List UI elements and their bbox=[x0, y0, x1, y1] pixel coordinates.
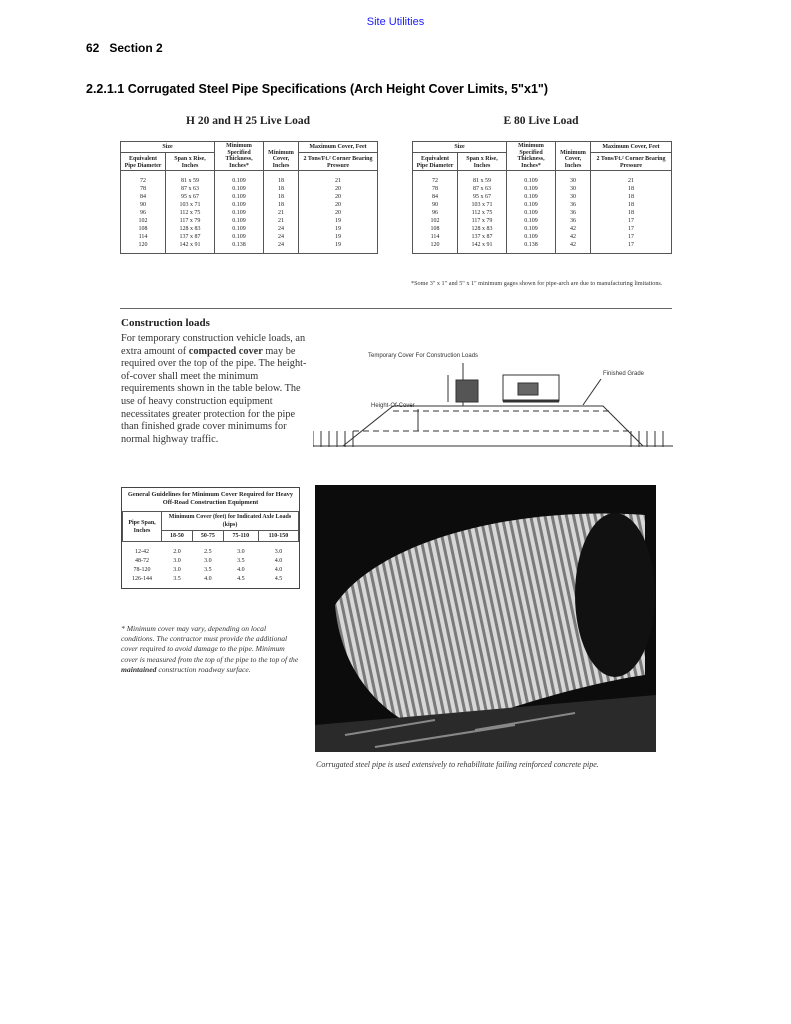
table-cell: 0.109 bbox=[215, 185, 264, 193]
table-cell: 18 bbox=[264, 171, 299, 186]
h20-group-cover: Maximum Cover, Feet bbox=[299, 142, 378, 153]
table-cell: 0.109 bbox=[507, 171, 556, 186]
e80-group-size: Size bbox=[413, 142, 507, 153]
pipe-end-left bbox=[313, 431, 353, 447]
table-cell: 87 x 63 bbox=[458, 185, 507, 193]
table-row bbox=[123, 542, 299, 558]
table-cell: 0.109 bbox=[507, 201, 556, 209]
table-cell: 78 bbox=[413, 185, 458, 193]
table-cell: 78 bbox=[121, 185, 166, 193]
table-cell: 24 bbox=[264, 225, 299, 233]
table-cell: 18 bbox=[591, 185, 672, 193]
table-cell: 4.0 bbox=[237, 567, 245, 573]
page-header bbox=[86, 41, 163, 55]
table-cell: 3.0 bbox=[274, 549, 283, 555]
table-cell: 2.0 bbox=[173, 549, 181, 555]
table-cell: 117 x 79 bbox=[166, 217, 215, 225]
table-cell: 21 bbox=[264, 209, 299, 217]
table-cell: 78-120 bbox=[133, 567, 151, 573]
table-cell: 120 bbox=[121, 241, 166, 254]
e80-table-title: E 80 Live Load bbox=[503, 115, 579, 127]
table-cell: 90 bbox=[121, 201, 166, 209]
table-cell: 128 x 83 bbox=[166, 225, 215, 233]
table-cell: 4.5 bbox=[274, 576, 283, 582]
e80-group-cover: Maximum Cover, Feet bbox=[591, 142, 672, 153]
h20-table-title: H 20 and H 25 Live Load bbox=[186, 115, 310, 127]
table-cell: 17 bbox=[591, 233, 672, 241]
table-row bbox=[121, 217, 378, 225]
table-cell: 3.0 bbox=[173, 567, 181, 573]
table-cell: 18 bbox=[264, 201, 299, 209]
table-cell: 2.5 bbox=[204, 549, 212, 555]
e80-col-thickness: Minimum Specified Thickness, Inches* bbox=[507, 142, 556, 171]
table-cell: 18 bbox=[591, 193, 672, 201]
pipe-opening bbox=[575, 513, 655, 677]
guidelines-table-box bbox=[121, 487, 300, 589]
height-of-cover-label: Height-Of-Cover bbox=[371, 403, 415, 409]
table-cell: 95 x 67 bbox=[458, 193, 507, 201]
table-row bbox=[413, 209, 672, 217]
table-cell: 72 bbox=[121, 171, 166, 186]
h20-col-bearing: 2 Tons/Ft.² Corner Bearing Pressure bbox=[299, 152, 378, 170]
h20-group-size: Size bbox=[121, 142, 215, 153]
divider bbox=[120, 308, 672, 309]
table-cell: 142 x 91 bbox=[458, 241, 507, 254]
table-cell: 0.138 bbox=[215, 241, 264, 254]
table-cell: 18 bbox=[264, 193, 299, 201]
table-cell: 42 bbox=[556, 241, 591, 254]
table-cell: 90 bbox=[413, 201, 458, 209]
guide-axle-load: 75-110 bbox=[223, 531, 258, 542]
table-cell: 103 x 71 bbox=[458, 201, 507, 209]
table-row bbox=[123, 566, 299, 575]
table-cell: 30 bbox=[556, 185, 591, 193]
table-cell: 0.109 bbox=[507, 193, 556, 201]
table-cell: 108 bbox=[413, 225, 458, 233]
excavator-body bbox=[456, 380, 478, 402]
guidelines-table bbox=[122, 511, 299, 588]
table-cell: 3.0 bbox=[237, 549, 245, 555]
table-cell: 42 bbox=[556, 225, 591, 233]
table-cell: 0.109 bbox=[215, 201, 264, 209]
table-row bbox=[121, 225, 378, 233]
page-number: 62 bbox=[86, 41, 100, 55]
construction-text-part-2: may be required over the top of the pipe. The height-of-cover shall meet the minimum requirements shown in the table below. The use of heavy construction equipment necessitates greater protection for the pipe than finished grade cover minimums for normal highway traffic. bbox=[121, 345, 307, 445]
table-cell: 81 x 59 bbox=[458, 171, 507, 186]
table-cell: 72 bbox=[413, 171, 458, 186]
h20-spec-table bbox=[120, 141, 378, 254]
guidelines-title: General Guidelines for Minimum Cover Required for Heavy Off-Road Construction Equipment bbox=[127, 491, 294, 506]
section-title: 2.2.1.1 Corrugated Steel Pipe Specifications (Arch Height Cover Limits, 5"x1") bbox=[86, 82, 548, 96]
temp-cover-label: Temporary Cover For Construction Loads bbox=[368, 353, 479, 359]
table-cell: 18 bbox=[591, 201, 672, 209]
table-cell: 102 bbox=[121, 217, 166, 225]
table-cell: 42 bbox=[556, 233, 591, 241]
table-row bbox=[123, 575, 299, 588]
guide-note-part-1: * Minimum cover may vary, depending on local conditions. The contractor must provide the additional cover required to avoid damage to the pipe. Minimum cover is measured from the top of the pipe to the top of the bbox=[121, 624, 299, 664]
table-row bbox=[121, 193, 378, 201]
table-cell: 117 x 79 bbox=[458, 217, 507, 225]
table-row bbox=[413, 201, 672, 209]
table-cell: 137 x 87 bbox=[166, 233, 215, 241]
photo-caption: Corrugated steel pipe is used extensively to rehabilitate failing reinforced concrete pipe. bbox=[316, 760, 599, 769]
table-cell: 0.109 bbox=[215, 193, 264, 201]
e80-col-equiv: Equivalent Pipe Diameter bbox=[413, 152, 458, 170]
table-row bbox=[413, 241, 672, 254]
e80-col-min-cover: Minimum Cover, Inches bbox=[556, 142, 591, 171]
table-cell: 36 bbox=[556, 209, 591, 217]
finished-grade-label: Finished Grade bbox=[603, 371, 645, 377]
table-cell: 96 bbox=[121, 209, 166, 217]
table-cell: 4.0 bbox=[274, 567, 283, 573]
guide-axle-load: 50-75 bbox=[192, 531, 223, 542]
table-cell: 20 bbox=[299, 185, 378, 193]
table-cell: 20 bbox=[299, 193, 378, 201]
e80-col-span: Span x Rise, Inches bbox=[458, 152, 507, 170]
table-cell: 0.109 bbox=[215, 217, 264, 225]
table-cell: 21 bbox=[299, 171, 378, 186]
construction-cover-diagram bbox=[313, 335, 673, 453]
table-cell: 95 x 67 bbox=[166, 193, 215, 201]
table-cell: 114 bbox=[121, 233, 166, 241]
embankment-outline bbox=[343, 406, 643, 446]
h20-col-equiv: Equivalent Pipe Diameter bbox=[121, 152, 166, 170]
section-label: Section 2 bbox=[109, 41, 163, 55]
table-row bbox=[121, 209, 378, 217]
table-row bbox=[121, 241, 378, 254]
finished-grade-arrow bbox=[583, 379, 601, 405]
table-cell: 36 bbox=[556, 201, 591, 209]
table-cell: 0.109 bbox=[507, 209, 556, 217]
table-cell: 17 bbox=[591, 241, 672, 254]
table-cell: 24 bbox=[264, 241, 299, 254]
table-cell: 0.109 bbox=[215, 225, 264, 233]
pipe-arch-footnote: *Some 3" x 1" and 5" x 1" minimum gages shown for pipe-arch are due to manufacturing limitations. bbox=[411, 280, 663, 287]
guide-axle-load: 18-50 bbox=[162, 531, 193, 542]
table-cell: 120 bbox=[413, 241, 458, 254]
table-cell: 142 x 91 bbox=[166, 241, 215, 254]
table-cell: 84 bbox=[413, 193, 458, 201]
table-row bbox=[121, 201, 378, 209]
table-cell: 81 x 59 bbox=[166, 171, 215, 186]
table-cell: 12-42 bbox=[135, 549, 149, 555]
table-cell: 0.138 bbox=[507, 241, 556, 254]
guide-note-bold: maintained bbox=[121, 664, 157, 674]
table-cell: 0.109 bbox=[215, 209, 264, 217]
table-cell: 126-144 bbox=[132, 576, 152, 582]
guidelines-note bbox=[121, 624, 299, 675]
table-cell: 48-72 bbox=[135, 558, 149, 564]
table-cell: 24 bbox=[264, 233, 299, 241]
table-cell: 30 bbox=[556, 171, 591, 186]
table-row bbox=[413, 171, 672, 186]
corrugated-pipe-photo bbox=[315, 485, 656, 752]
e80-col-bearing: 2 Tons/Ft.² Corner Bearing Pressure bbox=[591, 152, 672, 170]
construction-text-part-1: For temporary construction vehicle loads, an extra amount of bbox=[121, 333, 306, 357]
table-cell: 19 bbox=[299, 217, 378, 225]
table-cell: 21 bbox=[591, 171, 672, 186]
site-utilities-link[interactable]: Site Utilities bbox=[366, 16, 425, 28]
guide-axle-load: 110-150 bbox=[258, 531, 298, 542]
table-cell: 19 bbox=[299, 241, 378, 254]
table-cell: 137 x 87 bbox=[458, 233, 507, 241]
construction-text-bold: compacted cover bbox=[188, 345, 263, 357]
h20-col-span: Span x Rise, Inches bbox=[166, 152, 215, 170]
table-cell: 3.5 bbox=[173, 576, 181, 582]
table-cell: 18 bbox=[264, 185, 299, 193]
table-cell: 4.0 bbox=[274, 558, 283, 564]
table-row bbox=[413, 193, 672, 201]
table-cell: 3.0 bbox=[173, 558, 181, 564]
guide-note-part-2: construction roadway surface. bbox=[156, 664, 251, 674]
table-cell: 36 bbox=[556, 217, 591, 225]
table-cell: 17 bbox=[591, 217, 672, 225]
table-cell: 30 bbox=[556, 193, 591, 201]
table-row bbox=[121, 185, 378, 193]
table-cell: 3.0 bbox=[204, 558, 212, 564]
table-cell: 0.109 bbox=[507, 225, 556, 233]
table-cell: 20 bbox=[299, 201, 378, 209]
table-cell: 4.5 bbox=[237, 576, 245, 582]
guide-col-pipe-span: Pipe Span, Inches bbox=[123, 512, 162, 542]
table-cell: 108 bbox=[121, 225, 166, 233]
table-cell: 0.109 bbox=[507, 233, 556, 241]
table-row bbox=[123, 557, 299, 566]
table-cell: 3.5 bbox=[237, 558, 245, 564]
table-cell: 128 x 83 bbox=[458, 225, 507, 233]
construction-loads-text bbox=[121, 333, 311, 446]
table-cell: 4.0 bbox=[204, 576, 212, 582]
table-cell: 3.5 bbox=[204, 567, 212, 573]
construction-loads-heading: Construction loads bbox=[121, 317, 210, 329]
table-cell: 19 bbox=[299, 233, 378, 241]
table-cell: 20 bbox=[299, 209, 378, 217]
table-row bbox=[121, 233, 378, 241]
table-cell: 0.109 bbox=[507, 217, 556, 225]
h20-col-thickness: Minimum Specified Thickness, Inches* bbox=[215, 142, 264, 171]
table-cell: 0.109 bbox=[215, 233, 264, 241]
table-cell: 87 x 63 bbox=[166, 185, 215, 193]
table-cell: 17 bbox=[591, 225, 672, 233]
table-cell: 112 x 75 bbox=[458, 209, 507, 217]
table-cell: 0.109 bbox=[215, 171, 264, 186]
table-cell: 96 bbox=[413, 209, 458, 217]
table-cell: 0.109 bbox=[507, 185, 556, 193]
table-cell: 102 bbox=[413, 217, 458, 225]
guide-col-min-cover: Minimum Cover (feet) for Indicated Axle Loads (kips) bbox=[162, 512, 299, 531]
table-cell: 18 bbox=[591, 209, 672, 217]
table-cell: 103 x 71 bbox=[166, 201, 215, 209]
table-cell: 19 bbox=[299, 225, 378, 233]
table-cell: 84 bbox=[121, 193, 166, 201]
table-row bbox=[121, 171, 378, 186]
table-row bbox=[413, 185, 672, 193]
h20-col-min-cover: Minimum Cover, Inches bbox=[264, 142, 299, 171]
table-cell: 112 x 75 bbox=[166, 209, 215, 217]
e80-spec-table bbox=[412, 141, 672, 254]
bulldozer-window bbox=[518, 383, 538, 395]
table-row bbox=[413, 225, 672, 233]
table-row bbox=[413, 217, 672, 225]
table-cell: 114 bbox=[413, 233, 458, 241]
table-row bbox=[413, 233, 672, 241]
table-cell: 21 bbox=[264, 217, 299, 225]
